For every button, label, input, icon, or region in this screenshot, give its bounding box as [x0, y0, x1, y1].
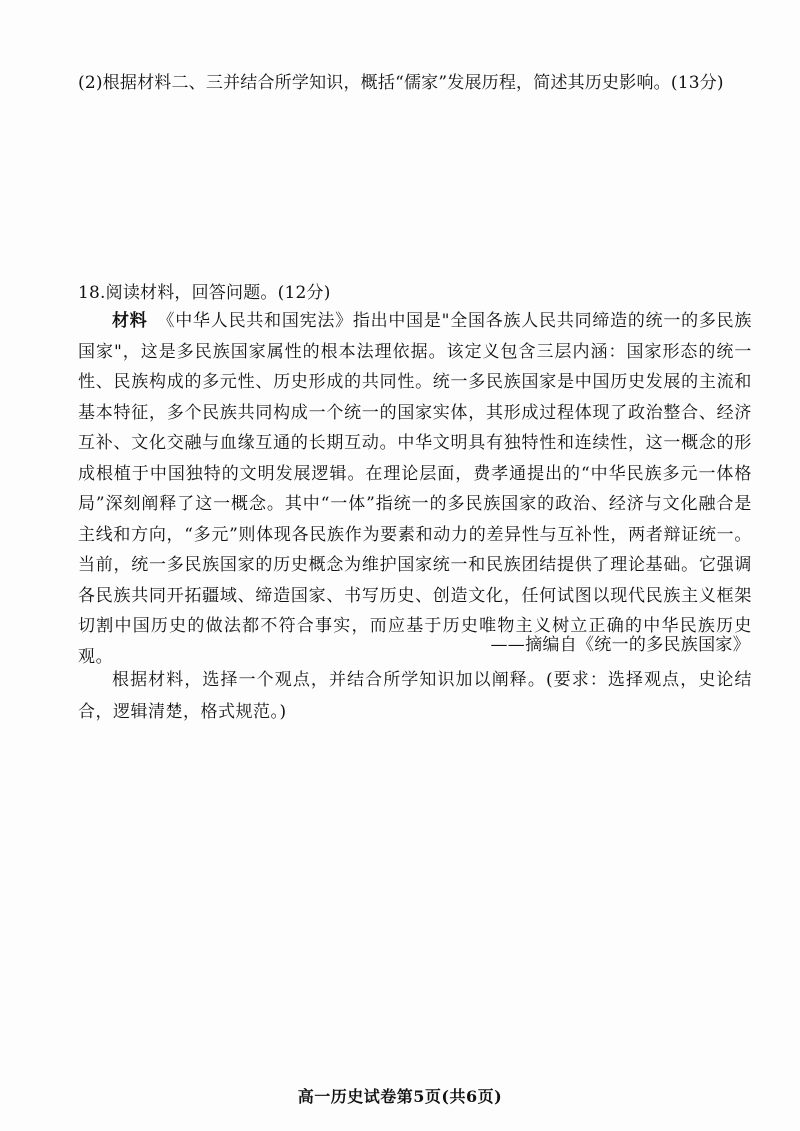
material-source: ——摘编自《统一的多民族国家》	[490, 635, 750, 655]
question-2-prompt: (2)根据材料二、三并结合所学知识，概括“儒家”发展历程，简述其历史影响。(13分)	[78, 73, 724, 93]
question-18-material	[78, 306, 752, 672]
material-label: 材料	[112, 311, 148, 331]
page-footer: 高一历史试卷第5页(共6页)	[297, 1087, 503, 1106]
question-18-requirement: 根据材料，选择一个观点，并结合所学知识加以阐释。(要求：选择观点，史论结合，逻辑清楚，格式规范。)	[78, 670, 752, 722]
material-text: 《中华人民共和国宪法》指出中国是"全国各族人民共同缔造的统一的多民族国家"，这是多民族国家属性的根本法理依据。该定义包含三层内涵：国家形态的统一性、民族构成的多元性、历史形成的共同性。统一多民族国家是中国历史发展的主流和基本特征，多个民族共同构成一个统一的国家实体，其形成过程体现了政治整合、经济互补、文化交融与血缘互通的长期互动。中华文明具有独特性和连续性，这一概念的形成根植于中国独特的文明发展逻辑。在理论层面，费孝通提出的“中华民族多元一体格局”深刻阐释了这一概念。其中“一体”指统一的多民族国家的政治、经济与文化融合是主线和方向，“多元”则体现各民族作为要素和动力的差异性与互补性，两者辩证统一。当前，统一多民族国家的历史概念为维护国家统一和民族团结提供了理论基础。它强调各民族共同开拓疆域、缔造国家、书写历史、创造文化，任何试图以现代民族主义框架切割中国历史的做法都不符合事实，而应基于历史唯物主义树立正确的中华民族历史观。	[78, 311, 753, 667]
question-18-heading: 18.阅读材料，回答问题。(12分)	[78, 283, 331, 303]
